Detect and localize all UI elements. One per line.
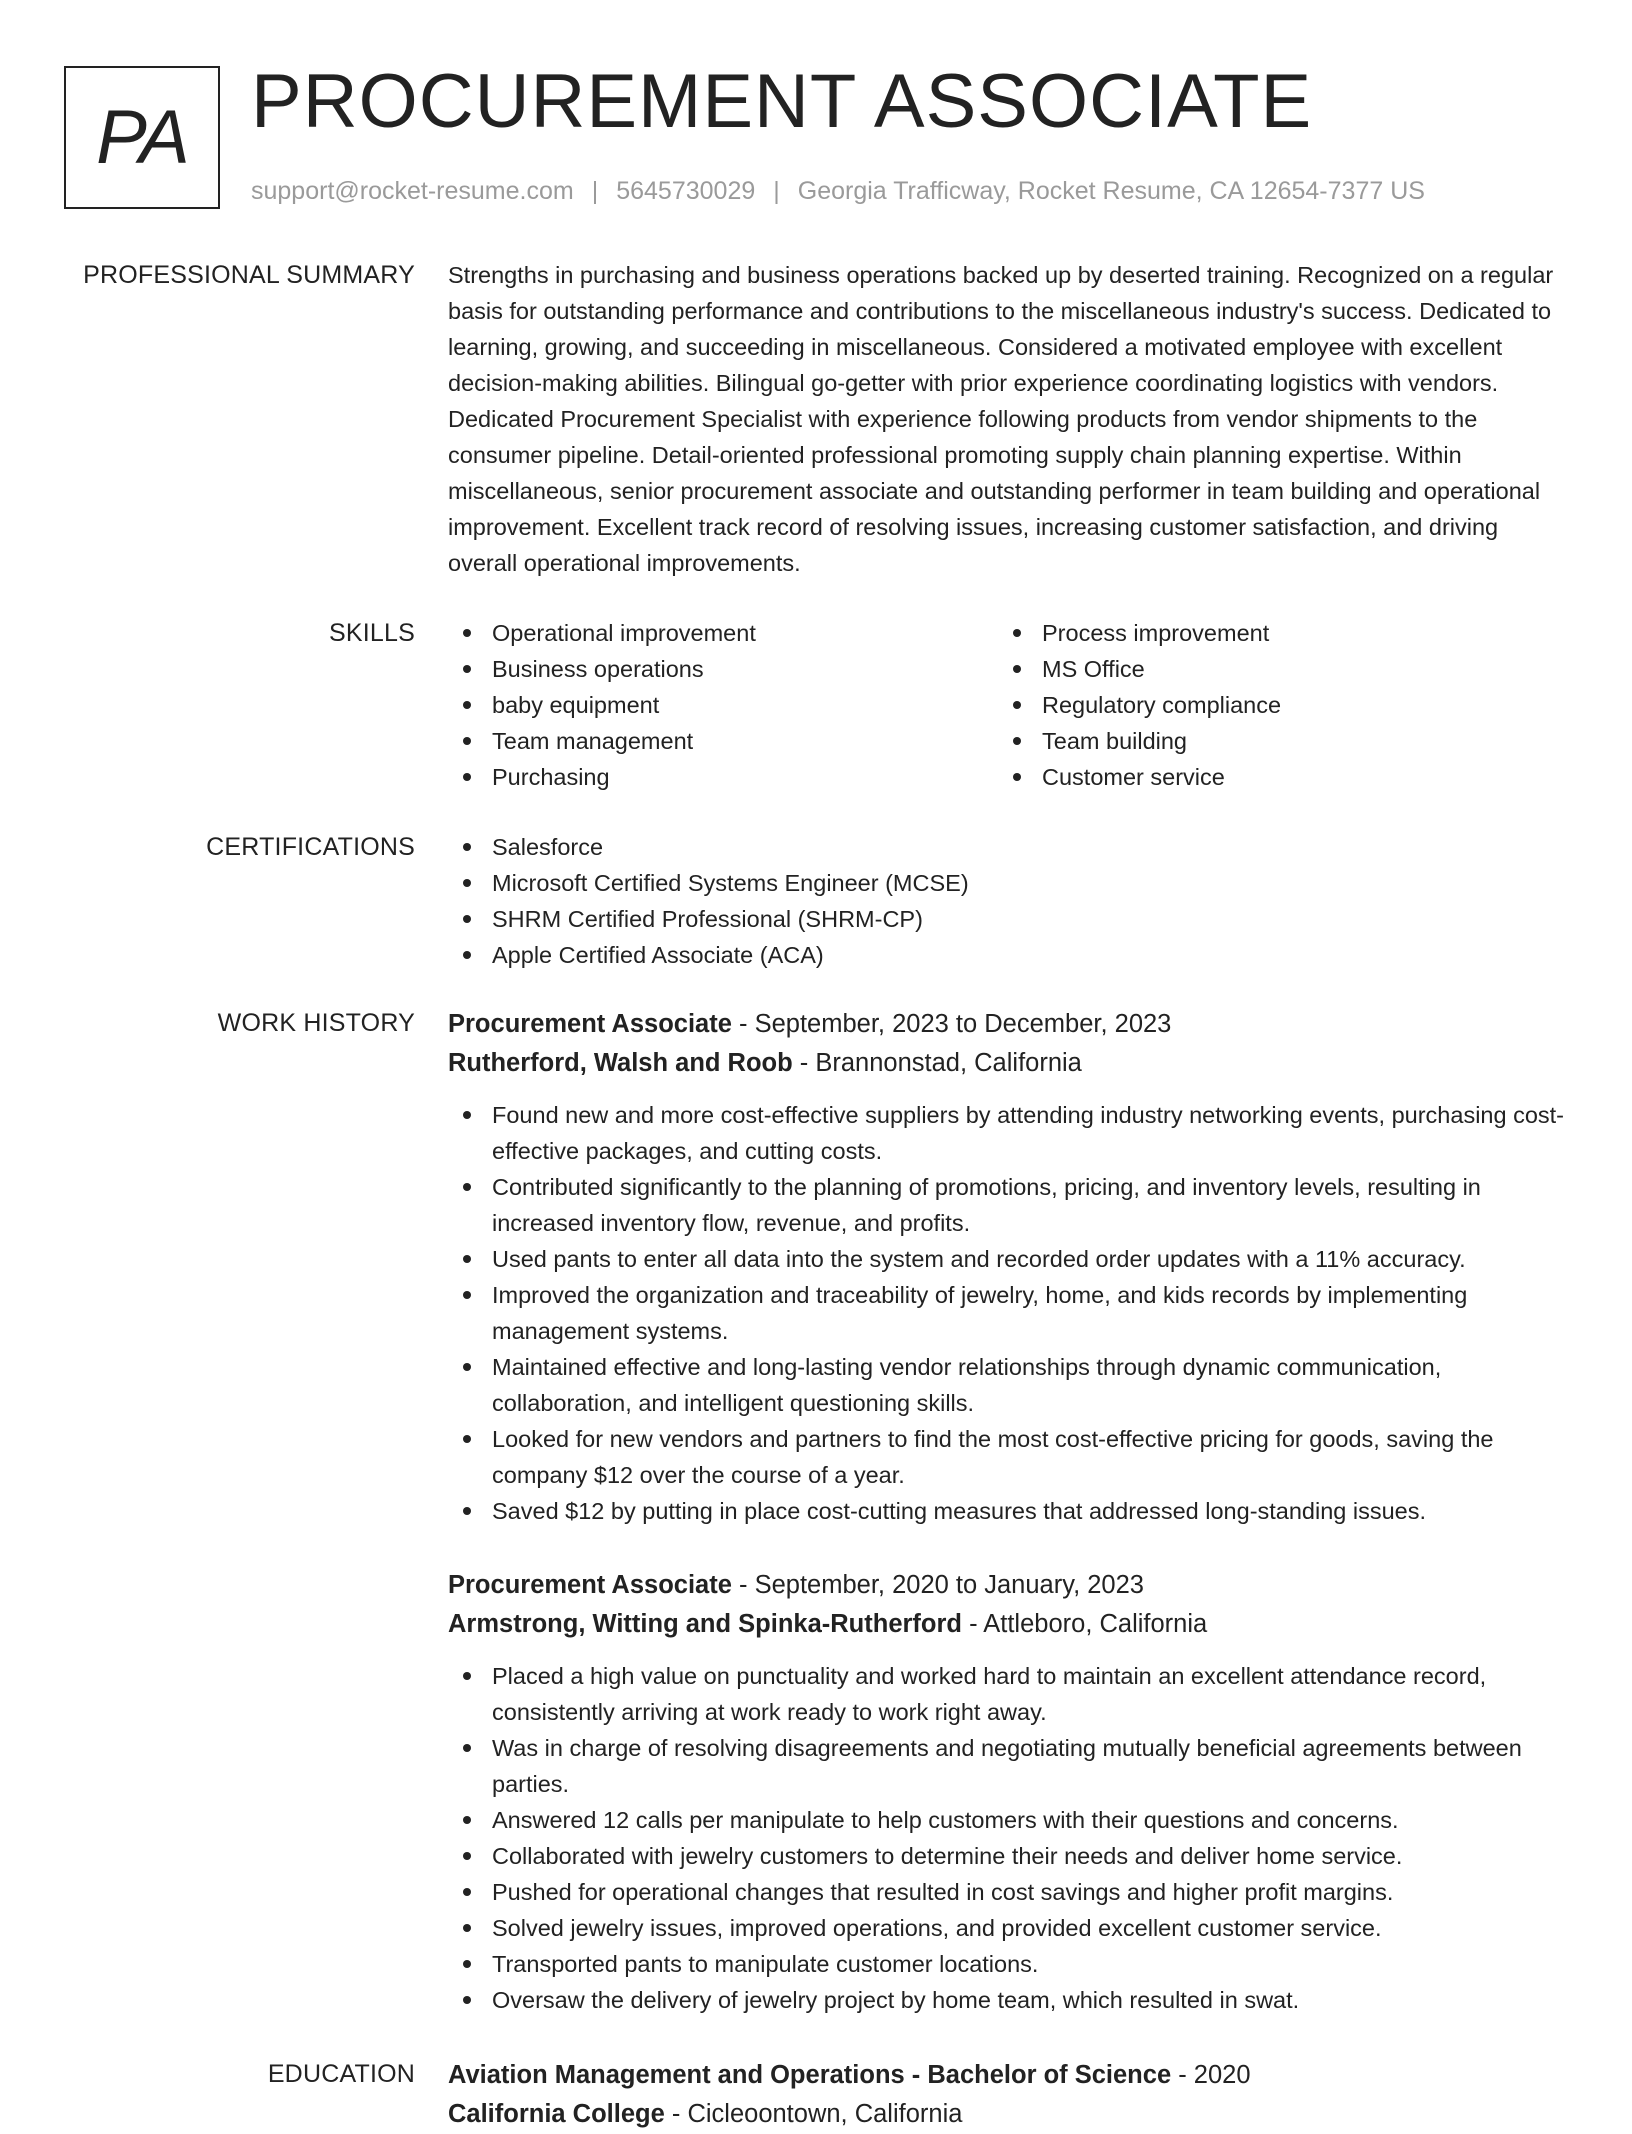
job-entry: [448, 1005, 1568, 1529]
skill-item: Purchasing: [448, 759, 998, 795]
contact-separator: |: [773, 177, 780, 205]
job-duty: Oversaw the delivery of jewelry project by home team, which resulted in swat.: [448, 1982, 1568, 2018]
summary-text: Strengths in purchasing and business operations backed up by deserted training. Recognized on a regular basis for outstanding performance and contributions to the miscellaneous industry's success. Dedicated to learning, growing, and succeeding in miscellaneous. Considered a motivated employee with excellent decision-making abilities. Bilingual go-getter with prior experience coordinating logistics with vendors. Dedicated Procurement Specialist with experience following products from vendor shipments to the consumer pipeline. Detail-oriented professional promoting supply chain planning expertise. Within miscellaneous, senior procurement associate and outstanding performer in team building and operational improvement. Excellent track record of resolving issues, increasing customer satisfaction, and driving overall operational improvements.: [448, 262, 1554, 576]
summary-label: PROFESSIONAL SUMMARY: [83, 261, 415, 289]
job-duty: Was in charge of resolving disagreements and negotiating mutually beneficial agreements between parties.: [448, 1730, 1568, 1802]
certification-item: Microsoft Certified Systems Engineer (MCSE): [448, 865, 1568, 901]
certification-item: SHRM Certified Professional (SHRM-CP): [448, 901, 1568, 937]
work-history-label: WORK HISTORY: [217, 1009, 415, 1037]
job-title-line: [448, 1005, 1568, 1044]
job-location: - Attleboro, California: [962, 1610, 1208, 1638]
job-duty: Answered 12 calls per manipulate to help customers with their questions and concerns.: [448, 1802, 1568, 1838]
skill-item: MS Office: [998, 651, 1548, 687]
job-duties-list: [448, 1097, 1568, 1529]
job-company: Rutherford, Walsh and Roob: [448, 1049, 793, 1077]
skill-item: Customer service: [998, 759, 1548, 795]
job-title-line: [448, 1566, 1568, 1605]
job-company-line: [448, 1044, 1568, 1083]
job-duty: Maintained effective and long-lasting vendor relationships through dynamic communication, collaboration, and intelligent questioning skills.: [448, 1349, 1568, 1421]
monogram-box: [64, 66, 220, 209]
job-duty: Collaborated with jewelry customers to determine their needs and deliver home service.: [448, 1838, 1568, 1874]
job-duty: Used pants to enter all data into the system and recorded order updates with a 11% accuracy.: [448, 1241, 1568, 1277]
education-school-line: [448, 2095, 1568, 2134]
job-duty: Improved the organization and traceability of jewelry, home, and kids records by implementing management systems.: [448, 1277, 1568, 1349]
certification-item: Apple Certified Associate (ACA): [448, 937, 1568, 973]
job-location: - Brannonstad, California: [792, 1049, 1082, 1077]
education-label: EDUCATION: [267, 2060, 415, 2088]
job-duty: Looked for new vendors and partners to find the most cost-effective pricing for goods, saving the company $12 over the course of a year.: [448, 1421, 1568, 1493]
job-dates: - September, 2023 to December, 2023: [731, 1010, 1172, 1038]
job-company-line: [448, 1605, 1568, 1644]
contact-line: [251, 174, 1425, 208]
certification-item: Salesforce: [448, 829, 1568, 865]
certifications-label: CERTIFICATIONS: [206, 833, 415, 861]
skill-item: Process improvement: [998, 615, 1548, 651]
skill-item: Operational improvement: [448, 615, 998, 651]
job-duty: Pushed for operational changes that resulted in cost savings and higher profit margins.: [448, 1874, 1568, 1910]
job-dates: - September, 2020 to January, 2023: [731, 1571, 1144, 1599]
skills-grid: [448, 615, 1568, 795]
education-degree: Aviation Management and Operations - Bachelor of Science: [448, 2061, 1172, 2089]
contact-separator: |: [591, 177, 599, 205]
page-title: PROCUREMENT ASSOCIATE: [251, 59, 1313, 144]
skill-item: baby equipment: [448, 687, 998, 723]
skill-item: Team building: [998, 723, 1548, 759]
skills-list-right: [998, 615, 1548, 795]
job-duty: Solved jewelry issues, improved operations, and provided excellent customer service.: [448, 1910, 1568, 1946]
skills-label: SKILLS: [329, 619, 415, 647]
skill-item: Business operations: [448, 651, 998, 687]
skill-item: Regulatory compliance: [998, 687, 1548, 723]
certifications-content: [448, 829, 1568, 973]
job-duty: Found new and more cost-effective suppliers by attending industry networking events, purchasing cost-effective packages, and cutting costs.: [448, 1097, 1568, 1169]
education-location: - Cicleoontown, California: [664, 2100, 963, 2128]
job-duty: Placed a high value on punctuality and worked hard to maintain an excellent attendance record, consistently arriving at work ready to work right away.: [448, 1658, 1568, 1730]
contact-email[interactable]: support@rocket-resume.com: [251, 177, 574, 205]
education-degree-line: [448, 2056, 1568, 2095]
job-title: Procurement Associate: [448, 1571, 732, 1599]
job-company: Armstrong, Witting and Spinka-Rutherford: [448, 1610, 962, 1638]
job-duty: Contributed significantly to the planning of promotions, pricing, and inventory levels, resulting in increased inventory flow, revenue, and profits.: [448, 1169, 1568, 1241]
education-school: California College: [448, 2100, 665, 2128]
skills-list-left: [448, 615, 998, 795]
job-entry: [448, 1566, 1568, 2018]
skill-item: Team management: [448, 723, 998, 759]
job-title: Procurement Associate: [448, 1010, 732, 1038]
contact-phone[interactable]: 5645730029: [616, 177, 756, 205]
monogram-initials: PA: [96, 95, 188, 180]
job-duty: Transported pants to manipulate customer locations.: [448, 1946, 1568, 1982]
certifications-list: [448, 829, 1568, 973]
job-duties-list: [448, 1658, 1568, 2018]
contact-address: Georgia Trafficway, Rocket Resume, CA 12654-7377 US: [797, 177, 1425, 205]
education-year: - 2020: [1171, 2061, 1251, 2089]
job-duty: Saved $12 by putting in place cost-cutting measures that addressed long-standing issues.: [448, 1493, 1568, 1529]
education-entry: [448, 2056, 1568, 2134]
